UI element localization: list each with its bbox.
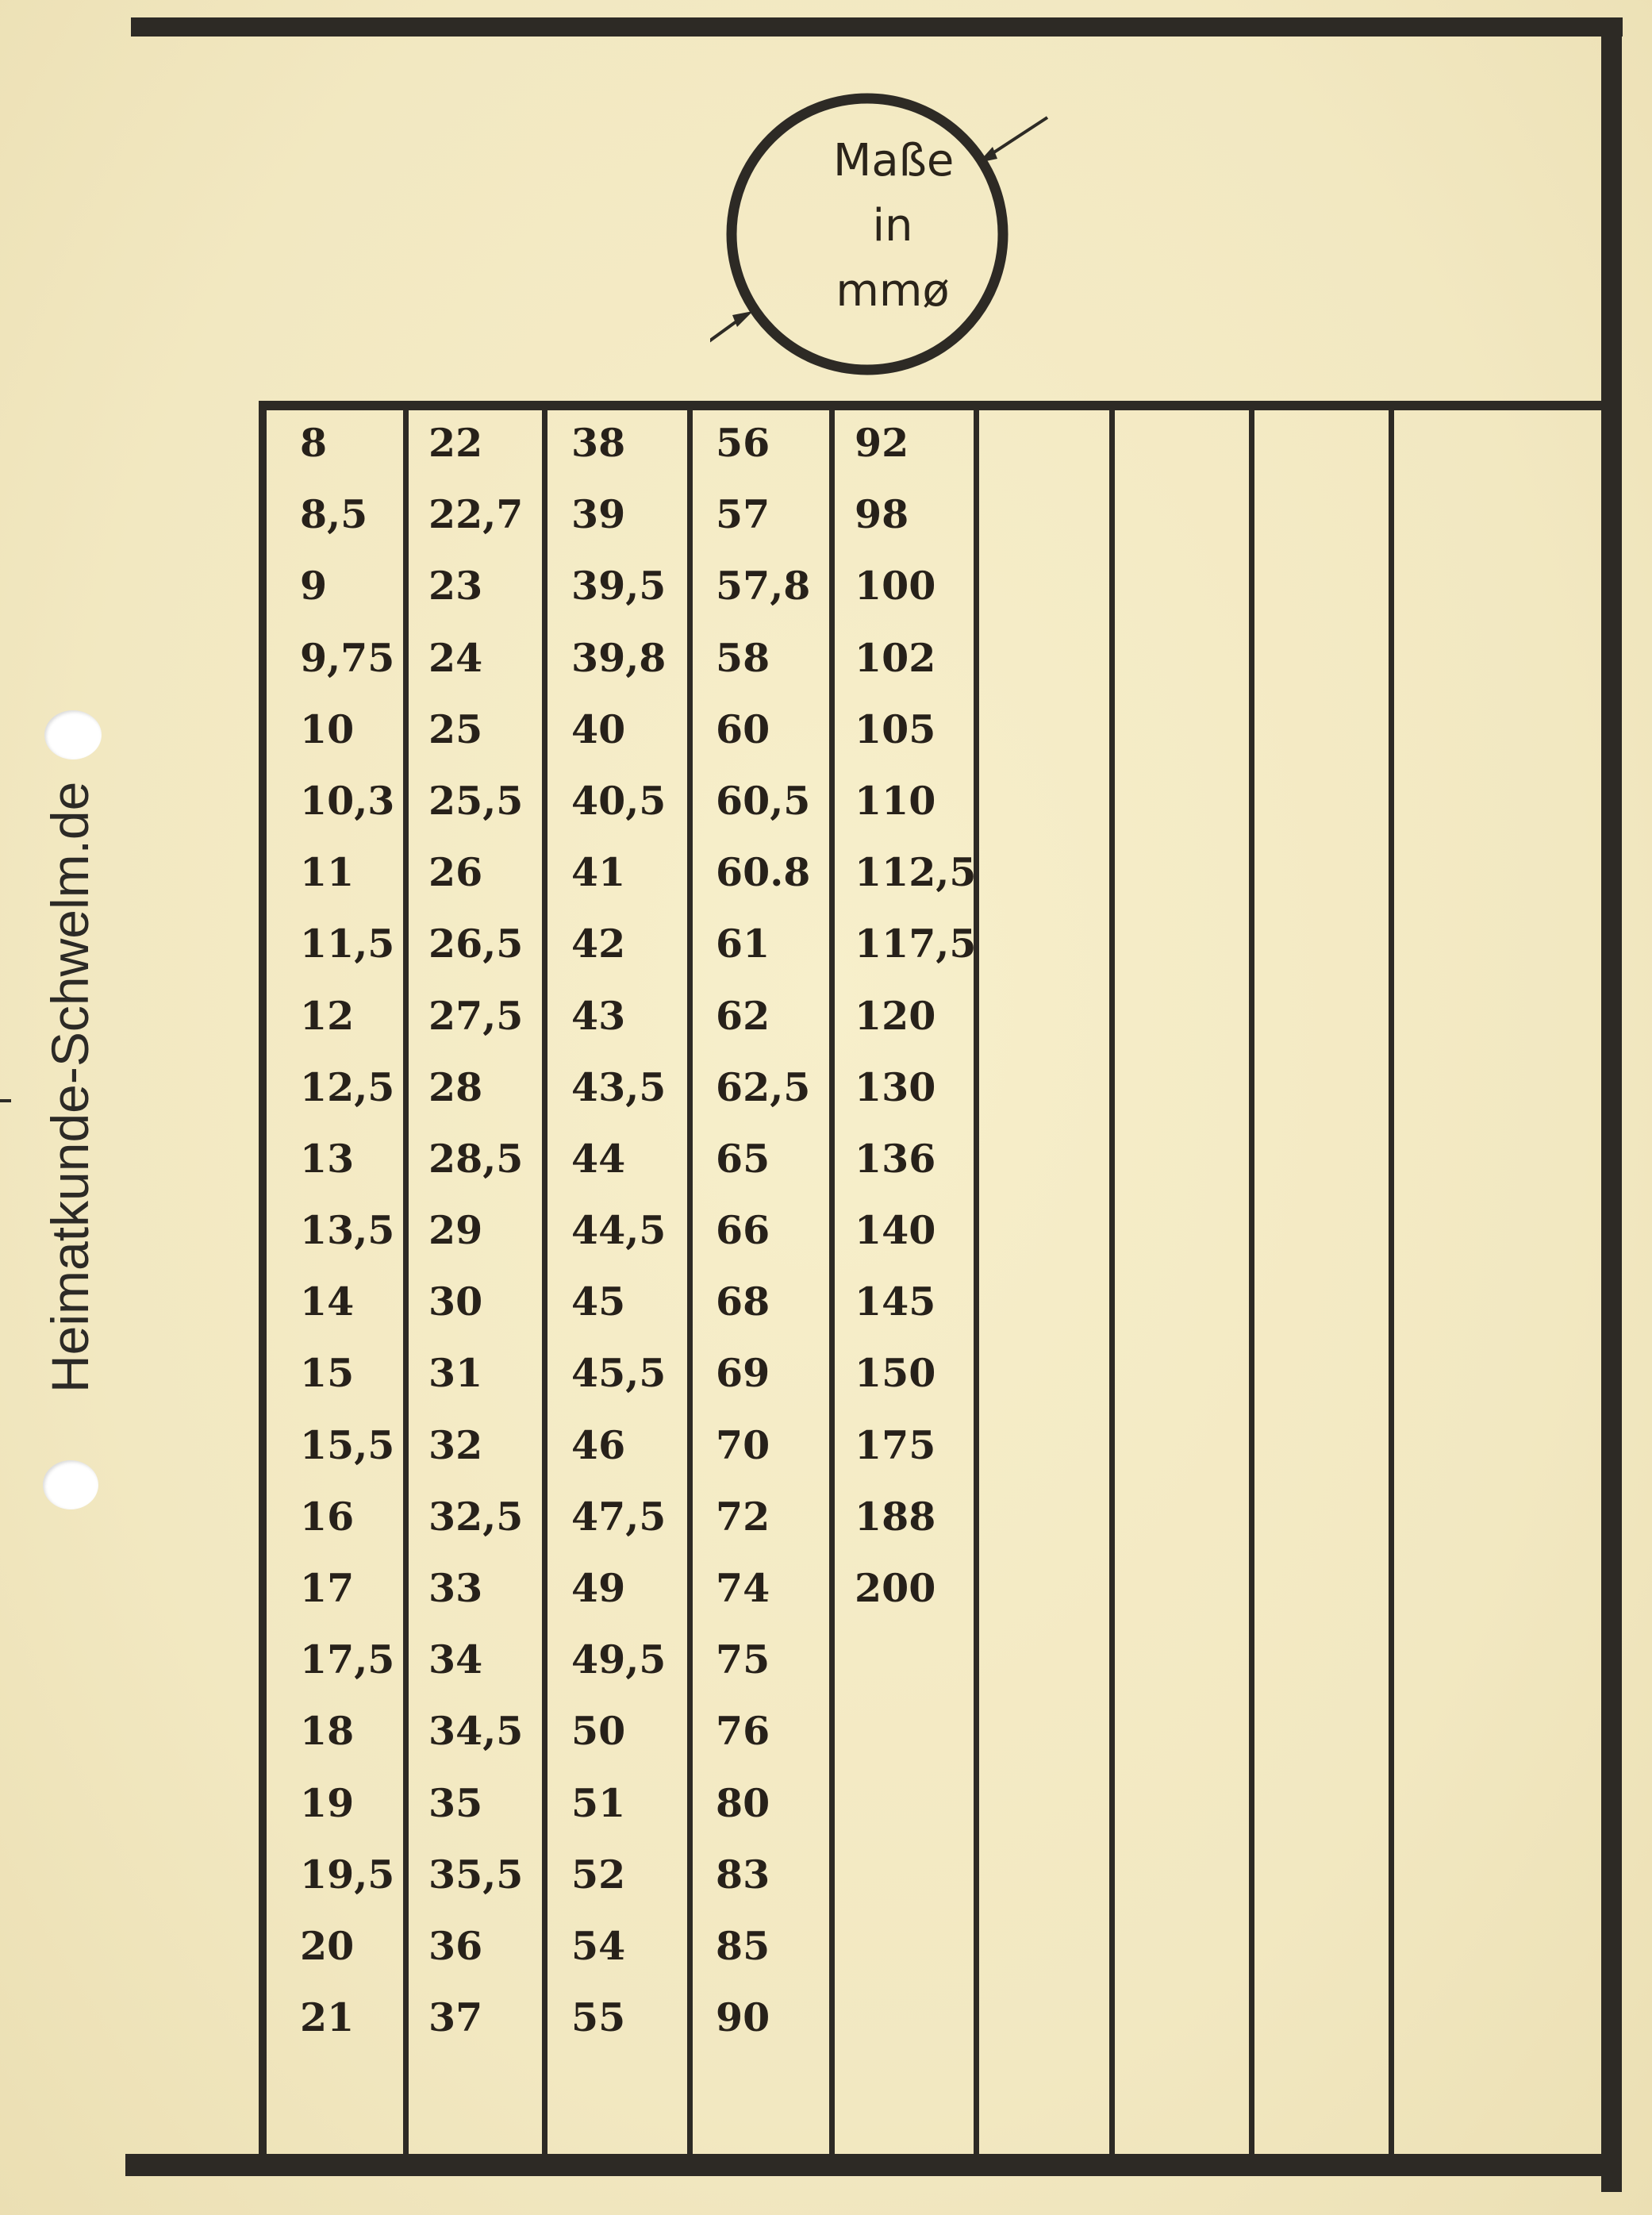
value-cell: 24 [428,634,483,681]
values-column-4 [716,414,810,2060]
value-cell: 26,5 [428,921,524,967]
column-rule [1389,401,1394,2167]
value-cell: 25 [428,706,483,752]
value-cell: 10,3 [300,777,395,824]
value-cell: 11 [300,849,355,896]
value-cell: 43 [571,992,626,1039]
value-cell: 20 [300,1922,355,1969]
value-cell: 18 [300,1708,355,1755]
value-cell: 56 [716,420,770,466]
value-cell: 100 [855,563,936,610]
value-cell: 80 [716,1779,770,1826]
value-cell: 50 [571,1708,626,1755]
column-rule [403,401,409,2167]
value-cell: 37 [428,1994,483,2041]
value-cell: 55 [571,1994,626,2041]
value-cell: 45 [571,1279,626,1325]
value-cell: 40,5 [571,777,667,824]
value-cell: 34 [428,1636,483,1683]
column-rule [1109,401,1115,2167]
punch-hole [43,1460,98,1509]
value-cell: 200 [855,1565,936,1611]
column-rule [1249,401,1254,2167]
value-cell: 75 [716,1636,770,1683]
value-cell: 22 [428,420,483,466]
value-cell: 31 [428,1350,483,1397]
value-cell: 8 [300,420,328,466]
values-column-1 [300,414,394,2060]
value-cell: 9,75 [300,634,395,681]
fold-mark [0,1099,11,1102]
value-cell: 46 [571,1421,626,1468]
value-cell: 15,5 [300,1421,395,1468]
value-cell: 19 [300,1779,355,1826]
value-cell: 90 [716,1994,770,2041]
value-cell: 39,5 [571,563,667,610]
value-cell: 10 [300,706,355,752]
value-cell: 13,5 [300,1207,395,1254]
value-cell: 22,7 [428,491,524,538]
frame-right-bar [1601,17,1622,2192]
header-line-2: in [872,200,913,252]
value-cell: 62,5 [716,1063,811,1110]
value-cell: 39 [571,491,626,538]
value-cell: 49 [571,1565,626,1611]
value-cell: 60.8 [716,849,811,896]
value-cell: 110 [855,777,936,824]
value-cell: 76 [716,1708,770,1755]
frame-top-bar [131,17,1623,37]
value-cell: 44,5 [571,1207,667,1254]
table-header-rule [264,401,1613,410]
value-cell: 41 [571,849,626,896]
value-cell: 65 [716,1135,770,1182]
value-cell: 19,5 [300,1851,395,1898]
value-cell: 57,8 [716,563,811,610]
column-rule [687,401,693,2167]
value-cell: 175 [855,1421,936,1468]
value-cell: 66 [716,1207,770,1254]
value-cell: 27,5 [428,992,524,1039]
value-cell: 83 [716,1851,770,1898]
punch-hole [44,710,102,759]
value-cell: 49,5 [571,1636,667,1683]
value-cell: 140 [855,1207,936,1254]
value-cell: 102 [855,634,936,681]
value-cell: 11,5 [300,921,395,967]
value-cell: 54 [571,1922,626,1969]
value-cell: 12 [300,992,355,1039]
column-rule [259,401,267,2167]
value-cell: 98 [855,491,909,538]
value-cell: 17 [300,1565,355,1611]
column-rule [542,401,547,2167]
values-column-2 [428,414,523,2060]
value-cell: 39,8 [571,634,667,681]
value-cell: 8,5 [300,491,368,538]
value-cell: 105 [855,706,936,752]
value-cell: 42 [571,921,626,967]
frame-bottom-bar [125,2154,1622,2176]
value-cell: 21 [300,1994,355,2041]
value-cell: 47,5 [571,1493,667,1540]
value-cell: 69 [716,1350,770,1397]
value-cell: 117,5 [855,921,977,967]
values-column-5 [855,414,976,1631]
value-cell: 30 [428,1279,483,1325]
value-cell: 13 [300,1135,355,1182]
value-cell: 43,5 [571,1063,667,1110]
watermark-text: Heimatkunde-Schwelm.de [40,781,99,1393]
value-cell: 51 [571,1779,626,1826]
value-cell: 45,5 [571,1350,667,1397]
value-cell: 74 [716,1565,770,1611]
value-cell: 145 [855,1279,936,1325]
value-cell: 34,5 [428,1708,524,1755]
diameter-symbol [710,83,1067,385]
value-cell: 40 [571,706,626,752]
value-cell: 25,5 [428,777,524,824]
value-cell: 9 [300,563,328,610]
value-cell: 57 [716,491,770,538]
value-cell: 120 [855,992,936,1039]
column-rule [829,401,835,2167]
value-cell: 17,5 [300,1636,395,1683]
value-cell: 58 [716,634,770,681]
value-cell: 35 [428,1779,483,1826]
value-cell: 61 [716,921,770,967]
value-cell: 130 [855,1063,936,1110]
value-cell: 44 [571,1135,626,1182]
header-line-1: Maße [833,135,955,187]
value-cell: 26 [428,849,483,896]
value-cell: 14 [300,1279,355,1325]
value-cell: 85 [716,1922,770,1969]
value-cell: 29 [428,1207,483,1254]
value-cell: 36 [428,1922,483,1969]
value-cell: 32,5 [428,1493,524,1540]
value-cell: 150 [855,1350,936,1397]
header-line-3: mmø [836,265,950,317]
value-cell: 70 [716,1421,770,1468]
value-cell: 16 [300,1493,355,1540]
value-cell: 32 [428,1421,483,1468]
value-cell: 15 [300,1350,355,1397]
value-cell: 28 [428,1063,483,1110]
value-cell: 23 [428,563,483,610]
value-cell: 68 [716,1279,770,1325]
value-cell: 60,5 [716,777,811,824]
value-cell: 136 [855,1135,936,1182]
values-column-3 [571,414,666,2060]
value-cell: 35,5 [428,1851,524,1898]
value-cell: 12,5 [300,1063,395,1110]
value-cell: 33 [428,1565,483,1611]
value-cell: 92 [855,420,909,466]
value-cell: 112,5 [855,849,977,896]
value-cell: 38 [571,420,626,466]
value-cell: 72 [716,1493,770,1540]
value-cell: 188 [855,1493,936,1540]
value-cell: 28,5 [428,1135,524,1182]
value-cell: 62 [716,992,770,1039]
value-cell: 60 [716,706,770,752]
value-cell: 52 [571,1851,626,1898]
